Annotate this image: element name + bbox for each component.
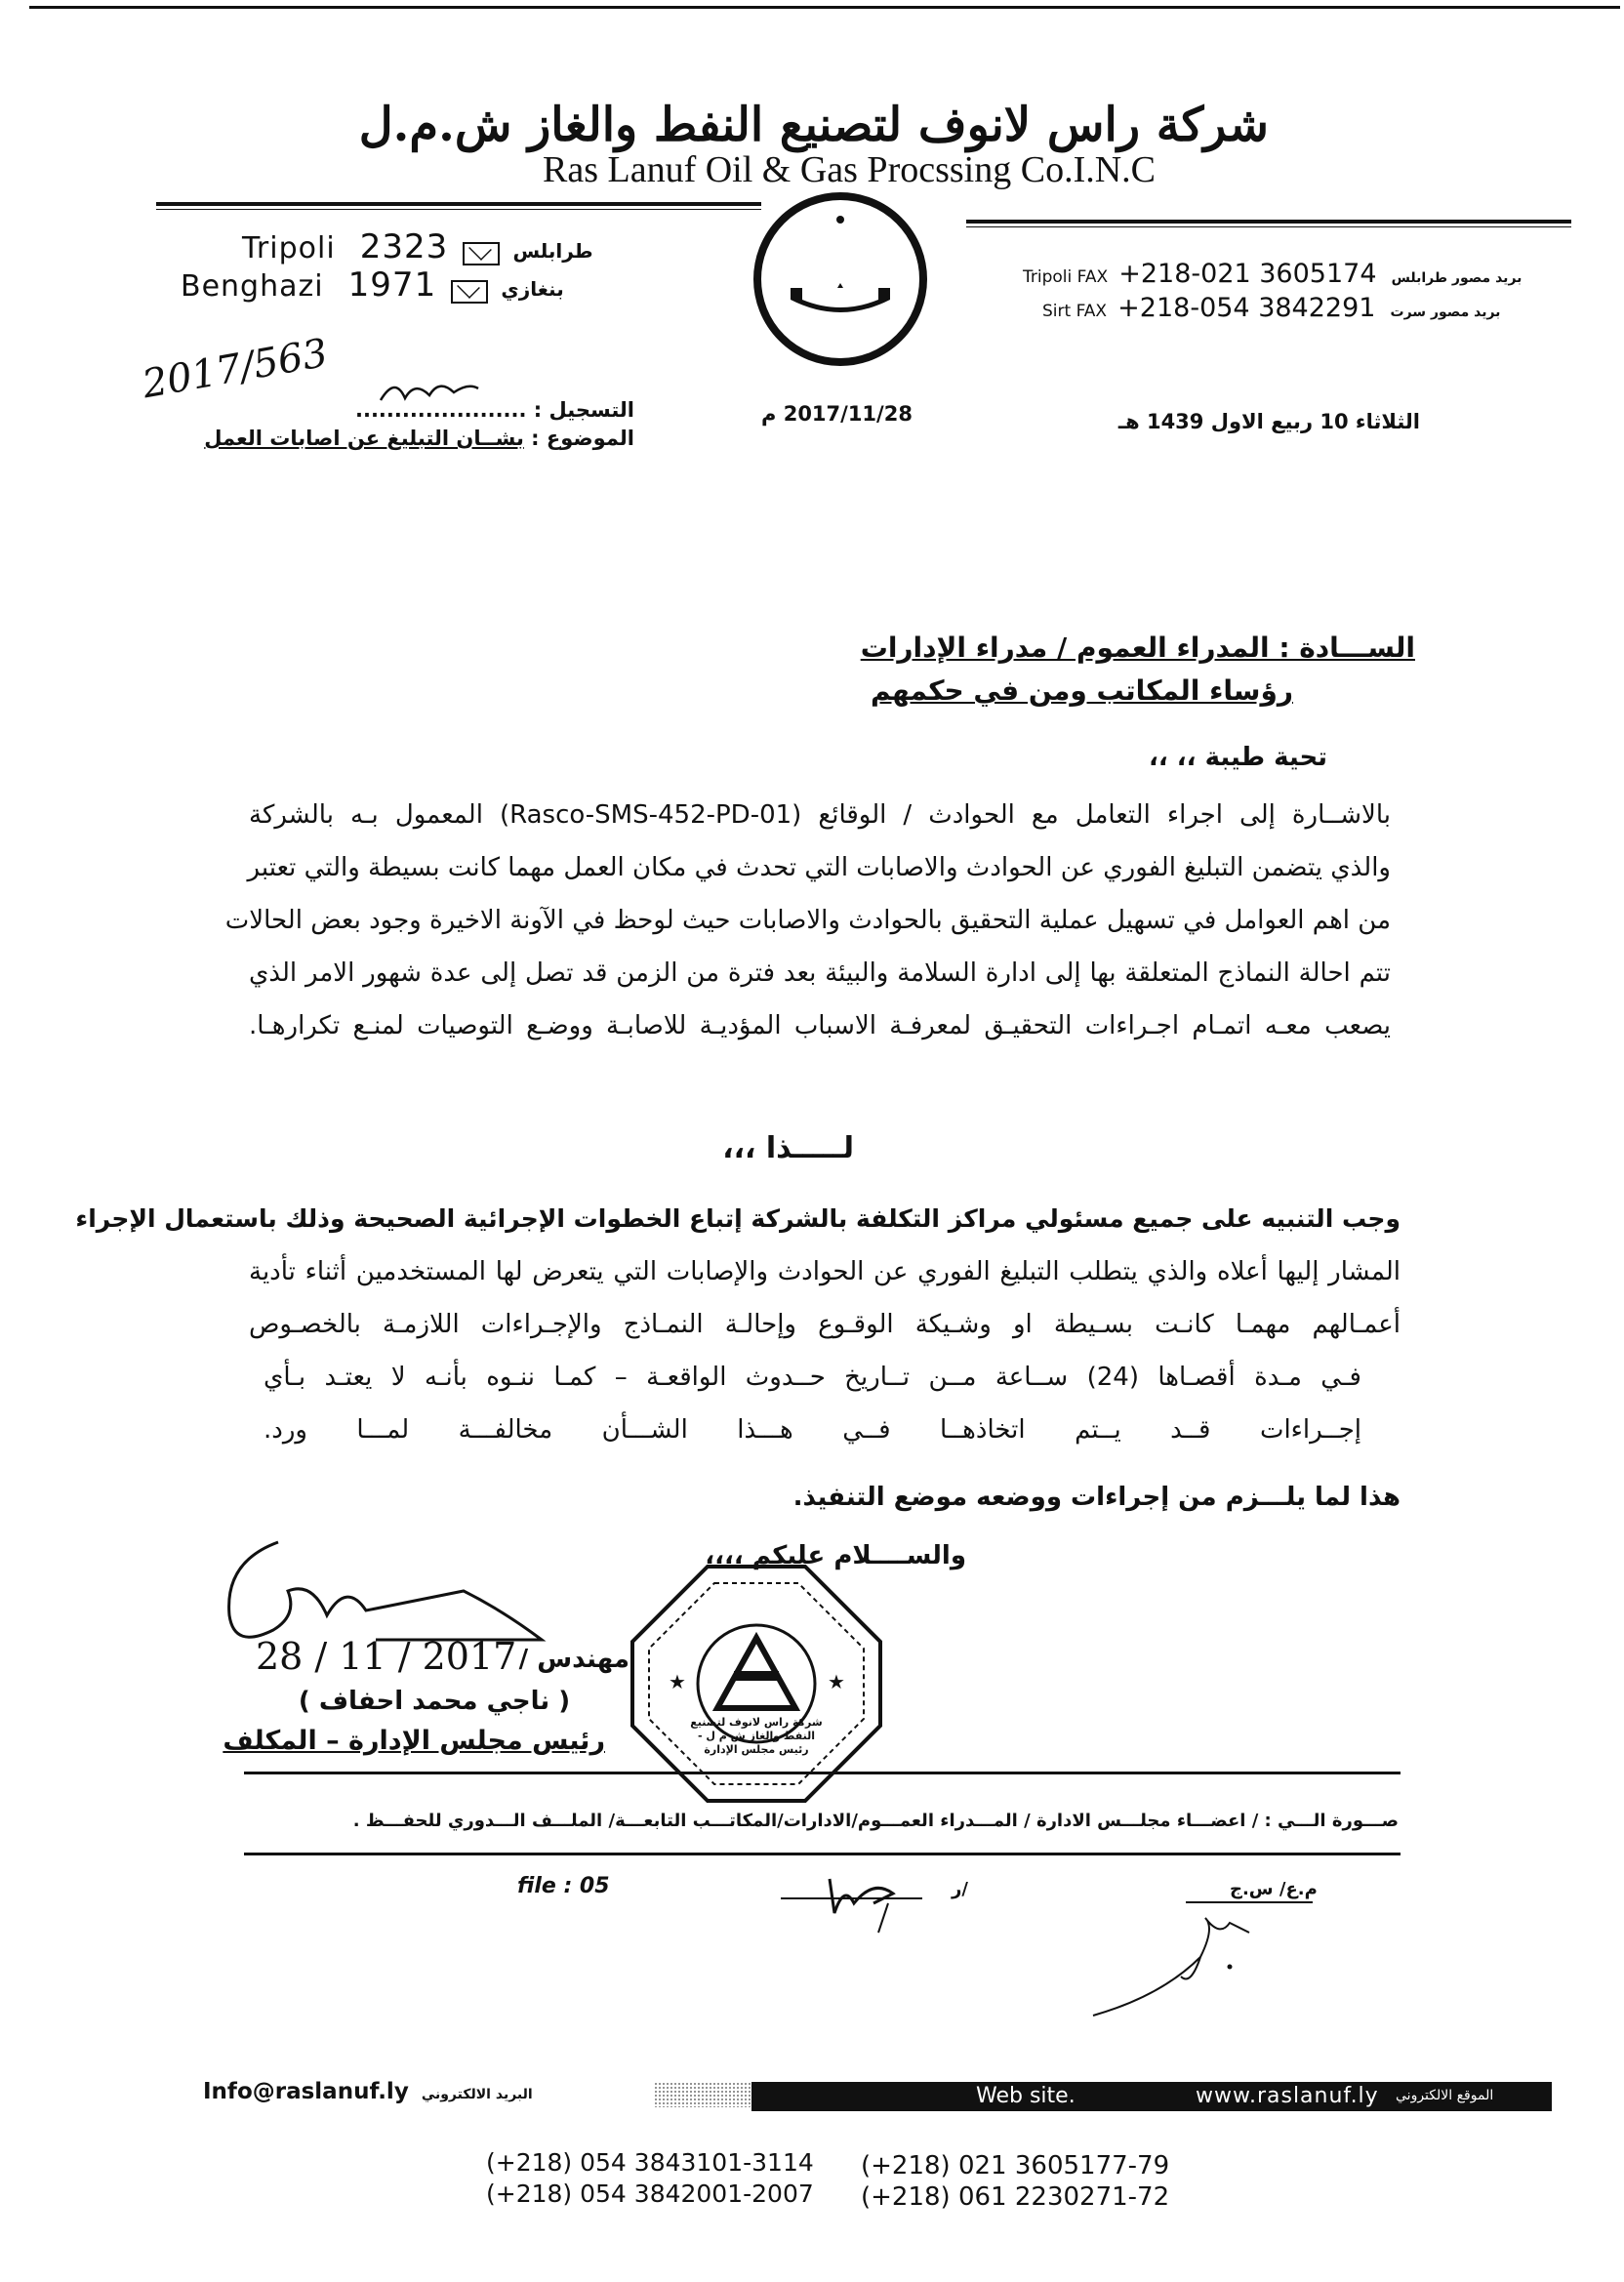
copy-to-line: صـــورة الـــي : / اعضـــاء مجلـــس الادارة / المـــدراء العمـــوم/الادارات/المكاتـــب التابعـــة/ الملـــف الـــدوري للحفـــظ . [352,1811,1399,1831]
website-url[interactable]: www.raslanuf.ly [1196,2084,1379,2108]
svg-text:★: ★ [828,1670,845,1693]
closing-line: هذا لما يلـــزم من إجراءات ووضعه موضع التنفيذ. [792,1483,1401,1512]
website-bar [751,2082,1552,2111]
fax-number: +218-054 3842291 [1117,293,1376,323]
paragraph-2-line: المشار إليها أعلاه والذي يتطلب التبليغ الفوري عن الحوادث والإصابات التي يتعرض لها المستخدمين أثناء تأدية [249,1257,1401,1286]
footer-phones-right [861,2150,1169,2213]
header-rule-left-thin [156,209,761,210]
po-box-benghazi [181,265,629,305]
po-box-city-en: Benghazi [181,269,324,304]
paragraph-2-line: فـي مـدة أقصـاها (24) ســاعة مــن تــاريخ حــدوث الواقعـة – كمـا ننـوه بأنـه لا يعتـد بـأي [264,1363,1361,1392]
initials-scribble-left [776,1859,961,1937]
header-rule-right-thin [966,226,1571,227]
stamp-text: شركة راس لانوف لتصنيع النفط والغاز ش م ل - رئيس مجلس الإدارة [690,1716,823,1756]
file-number: file : 05 [517,1874,610,1898]
paragraph-2-line: أعمـالهم مهمـا كانـت بسـيطة او وشـيكة الوقـوع وإحالـة النمـاذج والإجـراءات اللازمـة بالخصـوص [249,1310,1401,1339]
company-logo [751,190,929,368]
fax-label-ar: بريد مصور طرابلس [1391,270,1522,286]
fax-label-ar: بريد مصور سرت [1390,305,1501,320]
addressee-line-1: الســـادة : المدراء العموم / مدراء الإدارات [860,632,1415,664]
svg-text:★: ★ [669,1670,686,1693]
header-rule-right [966,220,1571,224]
initials-right: م.ع/ س.ج [1230,1879,1318,1899]
top-edge-line [29,6,1620,9]
official-stamp [625,1562,888,1806]
website-label-ar: الموقع الالكتروني [1396,2088,1494,2103]
company-name-arabic: شركة راس لانوف لتصنيع النفط والغاز ش.م.ل [358,98,1269,152]
email-label: البريد الالكتروني [421,2087,533,2102]
fax-tripoli [1023,259,1599,289]
paragraph-1-line: من اهم العوامل في تسهيل عملية التحقيق بالحوادث والاصابات حيث لوحظ في الآونة الاخيرة وجود بعض الحالات [224,906,1391,935]
po-box-city-en: Tripoli [242,231,336,265]
paragraph-1-line: والذي يتضمن التبليغ الفوري عن الحوادث والاصابات التي تحدث في مكان العمل مهما كانت بسيطة والتي تعتبر [247,853,1391,882]
signatory-name: ( ناجي محمد احفاف ) [298,1687,571,1716]
handwritten-date: 28 / 11 / 2017 [256,1635,517,1678]
paragraph-2 [75,1193,1401,1456]
paragraph-1-line: يصعب معـه اتمـام اجـراءات التحقيـق لمعرفـة الاسباب المؤديـة للاصابـة ووضـع التوصيات لمنـع تكرارهـا. [249,1011,1391,1040]
signature-title: مهندس / [518,1645,629,1674]
paragraph-2-line: إجــراءات قــد يــتم اتخاذهــا فــي هـــذا الشـــأن مخالفـــة لمـــا ورد. [264,1415,1361,1445]
fax-sirt [1042,293,1599,323]
distribution-rule-bottom [244,1853,1401,1855]
phone-number: (+218) 054 3842001-2007 [486,2180,814,2208]
subject-line [195,427,634,450]
po-box-city-ar: بنغازي [501,277,564,301]
po-box-number: 2323 [359,227,449,266]
footer-phones-left [486,2147,814,2210]
therefore-heading: لـــــذا ،،، [722,1131,854,1165]
handwritten-reference: 2017/563 [139,330,332,408]
po-box-number: 1971 [347,265,437,305]
initials-line-right [1186,1901,1313,1903]
paragraph-1-line: بالاشــارة إلى اجراء التعامل مع الحوادث / الوقائع (Rasco-SMS-452-PD-01) المعمول بـه بالشركة [249,800,1392,830]
handwritten-mark [1083,1908,1269,2025]
paragraph-1-line: تتم احالة النماذج المتعلقة بها إلى ادارة السلامة والبيئة بعد فترة من الزمن قد تصل إلى عدة شهور الامر الذي [249,958,1391,988]
envelope-icon [451,280,488,304]
subject-label: الموضوع : [531,427,634,450]
fax-label: Tripoli FAX [1023,267,1109,287]
initials-left: ر/ [952,1879,968,1899]
phone-number: (+218) 054 3843101-3114 [486,2148,814,2177]
email-value[interactable]: Info@raslanuf.ly [203,2079,409,2104]
website-label: Web site. [976,2084,1076,2108]
paragraph-2-line: وجب التنبيه على جميع مسئولي مراكز التكلفة بالشركة إتباع الخطوات الإجرائية الصحيحة وذلك باستعمال الإجراء [75,1204,1401,1233]
po-box-city-ar: طرابلس [512,239,593,263]
paragraph-1 [224,789,1392,1052]
phone-number: (+218) 061 2230271-72 [861,2182,1170,2212]
signatory-position: رئيس مجلس الإدارة – المكلف [223,1726,605,1756]
date-hijri: الثلاثاء 10 ربيع الاول 1439 هـ [1117,410,1420,433]
header-rule-left [156,202,761,206]
phone-number: (+218) 021 3605177-79 [861,2151,1170,2180]
footer-dotted-pattern [654,2082,751,2107]
company-name-english: Ras Lanuf Oil & Gas Procssing Co.I.N.C [542,149,1157,190]
greeting: تحية طيبة ،، ،، [1148,743,1327,772]
envelope-icon [463,242,500,265]
salutation: والســــلام عليكم ،،،، [705,1541,966,1570]
footer-email [203,2079,533,2104]
fax-label: Sirt FAX [1042,302,1108,321]
registration-field: التسجيل : ...................... [354,398,634,422]
addressee-line-2: رؤساء المكاتب ومن في حكمهم [871,674,1293,707]
fax-number: +218-021 3605174 [1118,259,1377,289]
subject-text: بشــان التبليغ عن اصابات العمل [204,427,524,450]
po-box-tripoli [242,227,632,266]
distribution-rule-top [244,1772,1401,1774]
date-gregorian: 2017/11/28 م [761,402,913,426]
